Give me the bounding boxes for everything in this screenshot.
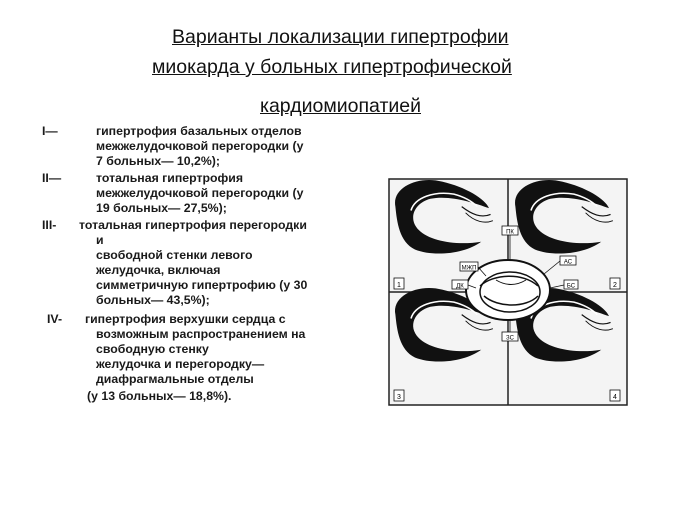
svg-text:4: 4 <box>613 394 617 401</box>
variant-text-line: (у 13 больных— 18,8%). <box>87 389 232 403</box>
variant-text-line: и <box>96 233 104 247</box>
hypertrophy-figure <box>388 178 628 406</box>
title-line-3: кардиомиопатией <box>260 95 421 117</box>
variant-text-line: больных— 43,5%); <box>96 293 210 307</box>
variant-text-line: межжелудочковой перегородки (у <box>96 186 304 200</box>
variant-text-line: тотальная гипертрофия перегородки <box>79 218 307 232</box>
variant-text-line: свободную стенку <box>96 342 209 356</box>
variant-text-line: 7 больных— 10,2%); <box>96 154 220 168</box>
variant-text-line: гипертрофия базальных отделов <box>96 124 302 138</box>
title-line-1: Варианты локализации гипертрофии <box>172 26 509 48</box>
variant-text-line: симметричную гипертрофию (у 30 <box>96 278 308 292</box>
variant-text-line: желудочка, включая <box>96 263 221 277</box>
svg-text:3: 3 <box>397 394 401 401</box>
variant-text-line: гипертрофия верхушки сердца с <box>85 312 286 326</box>
label-mzhp-text: МЖП <box>461 265 477 272</box>
central-cross-section <box>466 260 550 320</box>
variant-text-line: желудочка и перегородку— <box>96 357 265 371</box>
quadrant-number-1 <box>394 278 404 289</box>
variant-number: III- <box>42 218 57 232</box>
label-bs-text: БС <box>566 283 576 290</box>
variant-text-line: тотальная гипертрофия <box>96 171 243 185</box>
label-pk-text: ПК <box>506 229 514 236</box>
variant-number: II— <box>42 171 62 185</box>
label-dk-text: ДК <box>456 283 464 290</box>
variant-text-line: диафрагмальные отделы <box>96 372 254 386</box>
label-as-text: АС <box>563 259 573 266</box>
quadrant-number-2 <box>610 278 620 289</box>
quadrant-number-3 <box>394 390 404 401</box>
svg-text:1: 1 <box>397 282 401 289</box>
label-zs-text: ЗС <box>506 335 514 342</box>
variant-number: I— <box>42 124 58 138</box>
svg-text:2: 2 <box>613 282 617 289</box>
variant-text-line: возможным распространением на <box>96 327 306 341</box>
variant-text-line: межжелудочковой перегородки (у <box>96 139 304 153</box>
variant-number: IV- <box>47 312 63 326</box>
title-line-2: миокарда у больных гипертрофической <box>152 56 512 78</box>
variant-text-line: свободной стенки левого <box>96 248 253 262</box>
variant-text-line: 19 больных— 27,5%); <box>96 201 227 215</box>
quadrant-number-4 <box>610 390 620 401</box>
